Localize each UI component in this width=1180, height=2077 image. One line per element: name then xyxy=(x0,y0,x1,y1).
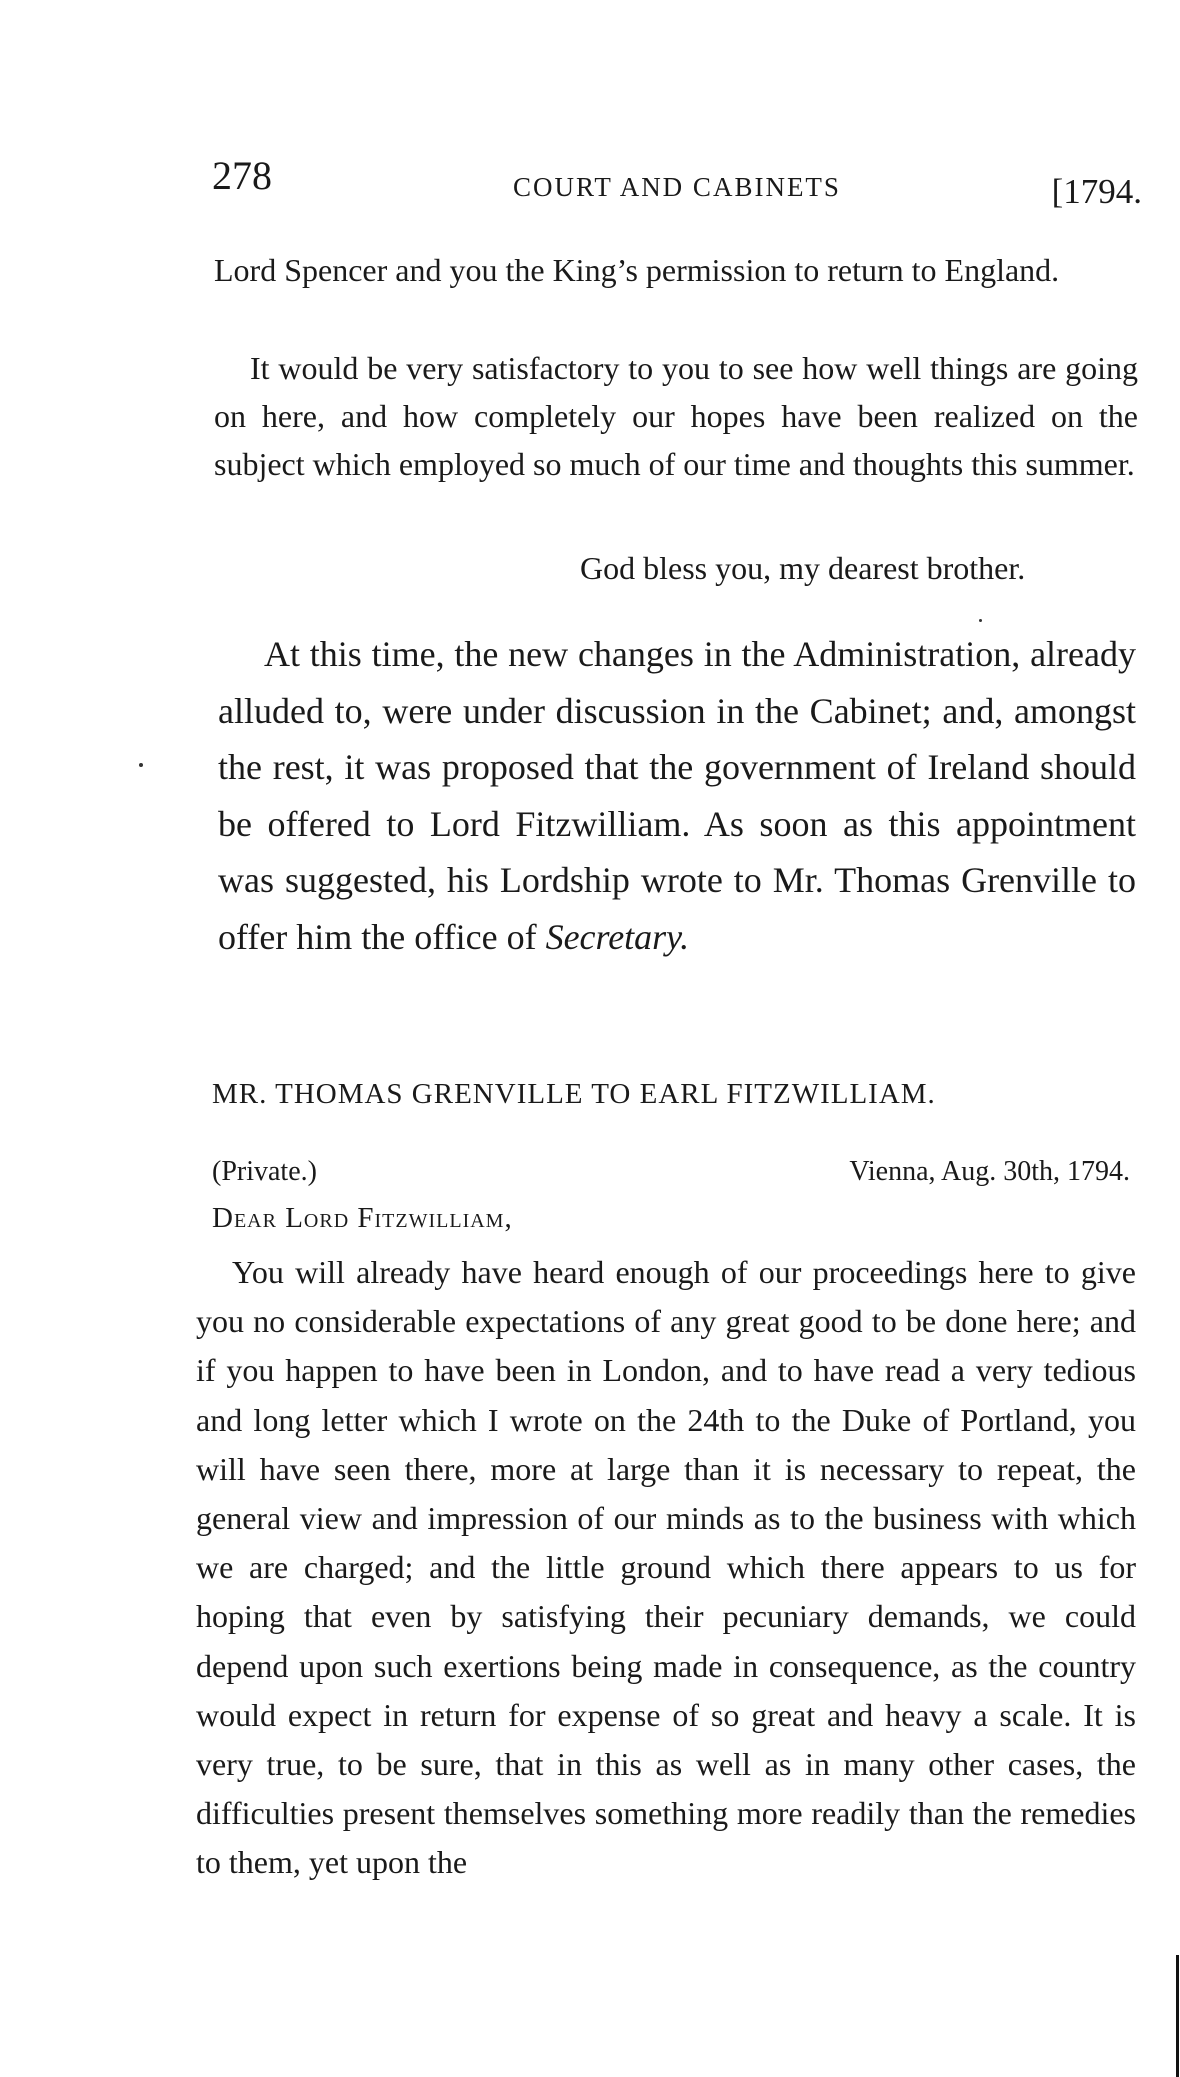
privacy-note: (Private.) xyxy=(212,1156,317,1187)
letter-body: You will already have heard enough of our proceedings here to give you no considerable expectations of any great good to be done here; and if you happen to have been in London, and to have read a very tedious and long letter which I wrote on the 24th to the Duke of Portland, you will have seen there, more at large than it is necessary to repeat, the general view and impression of our minds as to the business with which we are charged; and the little ground which there appears to us for hoping that even by satisfying their pecuniary demands, we could depend upon such exertions being made in consequence, as the country would expect in return for expense of so great and heavy a scale. It is very true, to be sure, that in this as well as in many other cases, the difficulties present themselves something more readily than the remedies to them, yet upon the xyxy=(196,1254,1136,1881)
letter-continuation: Lord Spencer and you the King’s permission to return to England. xyxy=(214,252,1060,288)
page-number: 278 xyxy=(212,153,272,198)
running-head-year: [1794. xyxy=(1051,172,1142,211)
letter-valediction: God bless you, my dearest brother. xyxy=(580,550,1026,586)
narrative-text: At this time, the new changes in the Administration, already alluded to, were under discussion in the Cabinet; and, amongst the rest, it was proposed that the government of Ireland should be offered to Lord Fitzwilliam. As soon as this appointment was suggested, his Lordship wrote to Mr. Thomas Grenville to offer him the office of xyxy=(218,634,1136,957)
place-date: Vienna, Aug. 30th, 1794. xyxy=(849,1156,1130,1187)
running-head-title: COURT AND CABINETS xyxy=(513,172,841,202)
stray-dot-mark xyxy=(979,619,982,622)
salutation: Dear Lord Fitzwilliam, xyxy=(212,1202,513,1234)
stray-dot-mark xyxy=(139,763,143,767)
letter-meta-line xyxy=(212,1156,1138,1196)
narrative-text-italic: Secretary. xyxy=(545,916,690,957)
page-edge-line xyxy=(1176,1955,1179,2077)
letter-closing-paragraph: It would be very satisfactory to you to see how well things are going on here, and how completely our hopes have been realized on the subject which employed so much of our time and thoughts this summer. xyxy=(214,350,1138,482)
letter-heading: MR. THOMAS GRENVILLE TO EARL FITZWILLIAM. xyxy=(212,1078,936,1110)
narrative-paragraph xyxy=(218,626,1136,965)
running-head xyxy=(212,152,1142,212)
